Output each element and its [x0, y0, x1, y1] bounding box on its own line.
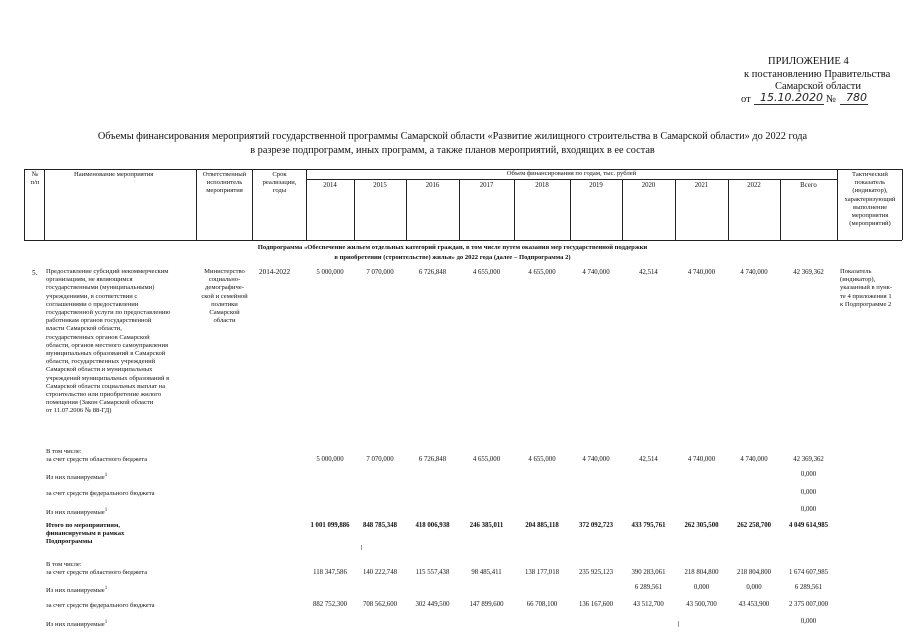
total-planned-total: 6 289,561 [794, 584, 823, 591]
total-regional-2022: 218 804,800 [737, 569, 771, 576]
header-indicator: Тактический показатель (индикатор), характеризующий выполнение мероприятия (мероприятий) [844, 171, 896, 228]
row5-planned2-value: 0,000 [800, 506, 817, 513]
total-total: 4 049 614,985 [788, 522, 829, 529]
total-federal-2019: 136 167,600 [579, 601, 613, 608]
row5-regional-2015: 7 070,000 [366, 456, 394, 463]
row5-value-2016: 6 726,848 [418, 269, 447, 276]
total-planned-2021: 0,000 [693, 584, 710, 591]
row5-planned2-label: Из них планируемые$^1$ [46, 508, 108, 517]
total-federal-2017: 147 899,600 [469, 601, 504, 608]
total-regional-2015: 140 222,748 [363, 569, 397, 576]
row5-federal-label: за счет средств федерального бюджета [46, 490, 155, 497]
total-planned-2022: 0,000 [746, 584, 762, 591]
year-2016: 2016 [425, 182, 440, 189]
row5-value-2017: 4 655,000 [472, 269, 501, 276]
number-handwritten: 780 [846, 91, 867, 104]
row5-regional-total: 42 369,362 [793, 456, 824, 463]
header-num: № п/п [30, 171, 40, 187]
row5-regional-label: за счет средств областного бюджета [46, 456, 148, 463]
total-2015: 848 785,348 [363, 522, 397, 529]
total-incl-label: В том числе: [46, 561, 82, 568]
total-federal-2018: 66 708,100 [526, 601, 558, 608]
number-prefix: № [826, 94, 837, 105]
total-regional-2020: 390 283,061 [631, 569, 666, 576]
row5-term: 2014-2022 [259, 268, 291, 276]
year-2017: 2017 [479, 182, 494, 189]
row5-regional-2022: 4 740,000 [740, 456, 768, 463]
appendix-line2: Самарской области [775, 81, 861, 92]
row5-value-2021: 4 740,000 [687, 269, 716, 276]
year-2021: 2021 [694, 182, 709, 189]
year-2018: 2018 [535, 182, 549, 189]
scan-mark [361, 545, 362, 550]
total-regional-2021: 218 804,800 [684, 569, 719, 576]
row5-num: 5. [32, 269, 38, 277]
row5-value-2019: 4 740,000 [582, 269, 610, 276]
header-volume: Объем финансирования по годам, тыс. рублей [506, 170, 637, 177]
row5-value-2014: 5 000,000 [316, 269, 344, 276]
total-2019: 372 092,723 [579, 522, 613, 529]
row5-planned-label: Из них планируемые$^1$ [46, 473, 108, 482]
total-regional-label: за счет средств областного бюджета [46, 569, 148, 576]
year-2014: 2014 [323, 182, 337, 189]
year-2022: 2022 [747, 182, 761, 189]
row5-regional-2017: 4 655,000 [472, 456, 501, 463]
appendix-title: ПРИЛОЖЕНИЕ 4 [768, 56, 849, 67]
total-planned2-label: Из них планируемые$^1$ [46, 620, 108, 629]
total-planned-label: Из них планируемые$^1$ [46, 586, 108, 595]
appendix-line1: к постановлению Правительства [744, 69, 891, 80]
date-handwritten: 15.10.2020 [760, 91, 823, 104]
total-2021: 262 305,500 [684, 522, 719, 529]
scan-mark [678, 621, 679, 627]
row5-value-2020: 42,514 [639, 269, 658, 276]
row5-executor: Министерство социально- демографиче- ской и семейной политики Самарской области [201, 268, 248, 325]
row5-regional-2018: 4 655,000 [528, 456, 556, 463]
total-federal-2014: 882 752,300 [313, 601, 347, 608]
row5-name: Предоставление субсидий некоммерческим организациям, не являющимся государственными (муниципальными) учреждениями, в соответствии с соглашениями о предоставлении государственной услуги по предоставлению работникам органов государственной власти Самарской области, государственных органов Самарской области, органов местного самоуправления муниципальных образований в Самарской области, государственных учреждений Самарской области и муниципальных учреждений муниципальных образований в Самарской области социальных выплат на строительство или приобретение жилого помещения (Закон Самарской области от 11.07.2006 № 88-ГД) [46, 268, 171, 415]
total-federal-total: 2 375 007,000 [788, 601, 829, 608]
total-regional-total: 1 674 607,985 [788, 569, 829, 576]
row5-federal-value: 0,000 [800, 489, 817, 496]
total-regional-2017: 98 485,411 [471, 569, 502, 576]
total-planned2-value: 0,000 [800, 618, 817, 625]
total-2018: 204 885,118 [525, 522, 559, 529]
total-regional-2016: 115 557,438 [415, 569, 450, 576]
date-prefix: от [741, 94, 751, 105]
total-regional-2014: 118 347,586 [313, 569, 347, 576]
year-2015: 2015 [373, 182, 387, 189]
total-federal-2021: 43 500,700 [686, 601, 717, 608]
year-2020: 2020 [641, 182, 656, 189]
total-2014: 1 001 099,886 [310, 522, 350, 529]
header-name: Наименование мероприятия [74, 171, 154, 178]
date-underline [754, 104, 824, 105]
total-federal-2016: 302 449,500 [415, 601, 450, 608]
total-2017: 246 385,011 [469, 522, 504, 529]
total-federal-label: за счет средств федерального бюджета [46, 602, 155, 609]
number-underline [840, 104, 868, 105]
row5-regional-2021: 4 740,000 [687, 456, 716, 463]
total-label: Итого по мероприятиям, финансируемым в рамках Подпрограммы [46, 522, 125, 546]
row5-incl-label: В том числе: [46, 448, 82, 455]
total-2020: 433 795,761 [631, 522, 666, 529]
total-regional-2019: 235 925,123 [579, 569, 613, 576]
row5-regional-2016: 6 726,848 [418, 456, 447, 463]
total-federal-2020: 43 512,700 [633, 601, 664, 608]
subprogram-line1: Подпрограмма «Обеспечение жильем отдельных категорий граждан, в том числе путем оказания мер государственной поддержки [257, 244, 648, 251]
header-executor: Ответственный исполнитель мероприятия [202, 171, 247, 195]
row5-value-2022: 4 740,000 [740, 269, 768, 276]
header-term: Срок реализации, годы [262, 171, 297, 195]
year-2019: 2019 [589, 182, 603, 189]
total-federal-2022: 43 453,900 [738, 601, 770, 608]
total-2016: 418 006,938 [415, 522, 450, 529]
row5-value-2015: 7 070,000 [366, 269, 394, 276]
row5-value-total: 42 369,362 [793, 269, 824, 276]
total-federal-2015: 708 562,600 [363, 601, 397, 608]
document-title-line1: Объемы финансирования мероприятий государственной программы Самарской области «Развитие жилищного строительства в Самарской области» до 2022 года [97, 131, 808, 142]
year-total: Всего [800, 182, 817, 189]
row5-indicator: Показатель (индикатор), указанный в пунк- те 4 приложения 1 к Подпрограмме 2 [840, 268, 893, 308]
total-regional-2018: 138 177,018 [525, 569, 559, 576]
row5-value-2018: 4 655,000 [528, 269, 556, 276]
total-planned-2020: 6 289,561 [634, 584, 663, 591]
row5-planned-value: 0,000 [800, 471, 817, 478]
row5-regional-2019: 4 740,000 [582, 456, 610, 463]
row5-regional-2020: 42,514 [639, 456, 658, 463]
row5-regional-2014: 5 000,000 [316, 456, 344, 463]
subprogram-line2: в приобретении (строительстве) жилья» до 2022 года (далее – Подпрограмма 2) [334, 254, 571, 261]
total-2022: 262 258,700 [737, 522, 771, 529]
document-title-line2: в разрезе подпрограмм, иных программ, а также планов мероприятий, входящих в ее состав [250, 145, 655, 156]
